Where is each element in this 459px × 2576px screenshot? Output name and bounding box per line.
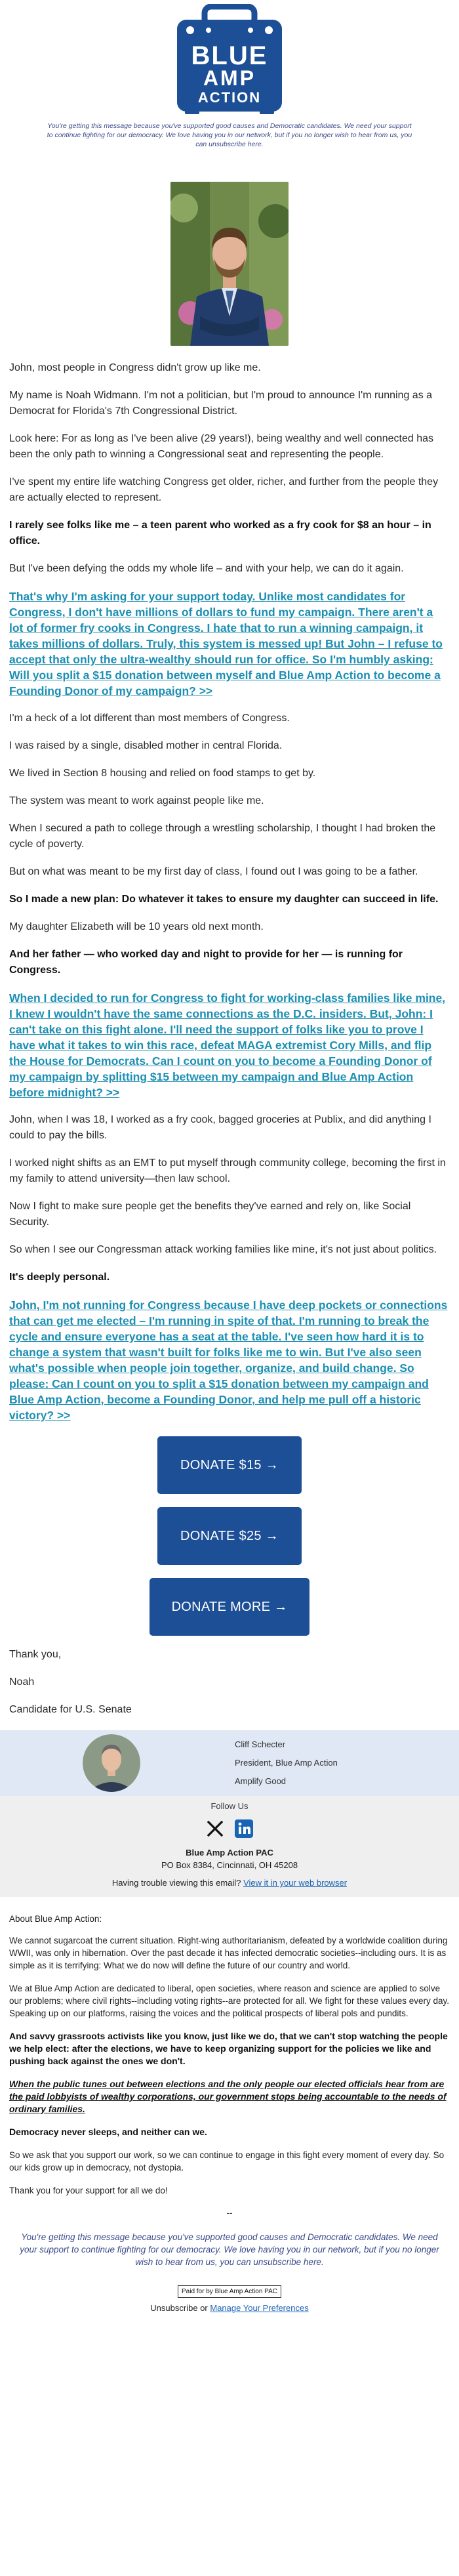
paid-for-box: Paid for by Blue Amp Action PAC <box>178 2285 281 2298</box>
blue-amp-action-logo[interactable] <box>170 4 289 117</box>
about-title: About Blue Amp Action: <box>9 1914 102 1924</box>
avatar <box>83 1734 140 1792</box>
top-disclaimer: You're getting this message because you've supported good causes and Democratic candidates. We need your support to continue fighting for our democracy. We love having you in our network, but if you no longer wish to hear from us, you can unsubscribe here. <box>47 122 412 148</box>
about-paragraph-bold: Democracy never sleeps, and neither can we. <box>9 2127 207 2137</box>
logo-line3: ACTION <box>197 89 262 106</box>
signoff-thanks: Thank you, <box>9 1649 62 1660</box>
body-paragraph: So when I see our Congressman attack working families like mine, it's not just about politics. <box>9 1244 437 1255</box>
logo-area <box>0 0 459 121</box>
logo-line1: BLUE <box>191 41 268 70</box>
donate-link-1[interactable]: That's why I'm asking for your support today. Unlike most candidates for Congress, I don't have millions of dollars to fund my campaign. There aren't a lot of former fry cooks in Congress. I hate that to run a winning campaign, it takes millions of dollars. Truly, this system is messed up! But John – I refuse to accept that only the ultra-wealthy should run for office. So I'm humbly asking: Will you split a $15 donation between myself and Blue Amp Action to become a Founding Donor of my campaign? >> <box>9 590 443 697</box>
body-paragraph: I've spent my entire life watching Congress get older, richer, and further from the people they are actually elected to represent. <box>9 476 439 503</box>
linkedin-icon[interactable] <box>234 1819 254 1839</box>
social-icons <box>0 1819 459 1839</box>
body-paragraph: My name is Noah Widmann. I'm not a politician, but I'm proud to announce I'm running as a Democrat for Florida's 7th Congressional District. <box>9 390 433 417</box>
pac-address: PO Box 8384, Cincinnati, OH 45208 <box>161 1860 298 1870</box>
signature-tagline: Amplify Good <box>235 1776 287 1786</box>
candidate-photo <box>170 182 289 346</box>
body-paragraph: But on what was meant to be my first day of class, I found out I was going to be a father. <box>9 866 418 877</box>
body-paragraph: I was raised by a single, disabled mother in central Florida. <box>9 740 283 751</box>
follow-band <box>0 1796 459 1897</box>
signoff-role: Candidate for U.S. Senate <box>9 1704 132 1715</box>
unsubscribe-link[interactable]: Unsubscribe <box>150 2303 198 2313</box>
bottom-disclaimer: You're getting this message because you've supported good causes and Democratic candidates. We need your support to continue fighting for our democracy. We love having you in our network, but if you no longer wish to hear from us, you can unsubscribe here. <box>20 2232 439 2267</box>
body-paragraph-bold: I rarely see folks like me – a teen parent who worked as a fry cook for $8 an hour – in office. <box>9 520 431 547</box>
body-paragraph: John, when I was 18, I worked as a fry cook, bagged groceries at Publix, and did anything I could to pay the bills. <box>9 1114 431 1141</box>
trouble-text: Having trouble viewing this email? <box>111 1878 241 1888</box>
about-paragraph-bold: And savvy grassroots activists like you know, just like we do, that we can't stop watching the people we help elect: after the elections, we have to keep organizing support for the policies we like and pushing back against the ones we don't. <box>9 2031 448 2066</box>
about-paragraph: Thank you for your support for all we do! <box>9 2186 168 2195</box>
body-paragraph: The system was meant to work against people like me. <box>9 795 264 806</box>
signoff-name: Noah <box>9 1676 35 1688</box>
divider: -- <box>226 2207 233 2218</box>
letter-body <box>0 360 459 1423</box>
donate-link-3[interactable]: John, I'm not running for Congress because I have deep pockets or connections that can get me elected – I'm running in spite of that. I'm running to break the cycle and ensure everyone has a seat at the table. I've seen how hard it is to change a system that wasn't built for folks like me to win. But I've also seen what's possible when people join together, organize, and build change. So please: Can I count on you to split a $15 donation between my campaign and Blue Amp Action, become a Founding Donor, and help me pull off a historic victory? >> <box>9 1298 448 1422</box>
body-paragraph: John, most people in Congress didn't grow up like me. <box>9 362 261 373</box>
body-paragraph: We lived in Section 8 housing and relied on food stamps to get by. <box>9 768 316 779</box>
about-paragraph-underlined: When the public tunes out between elections and the only people our elected officials hear from are the paid lobbyists of wealthy corporations, our government stops being accountable to the needs of ordinary families. <box>9 2079 447 2114</box>
body-paragraph-bold: So I made a new plan: Do whatever it takes to ensure my daughter can succeed in life. <box>9 894 439 905</box>
body-paragraph: My daughter Elizabeth will be 10 years old next month. <box>9 921 264 932</box>
donate-15-button[interactable]: DONATE $15 → <box>157 1436 302 1494</box>
body-paragraph: Now I fight to make sure people get the benefits they've earned and rely on, like Social Security. <box>9 1201 411 1228</box>
about-section <box>0 1913 459 2197</box>
about-paragraph: So we ask that you support our work, so we can continue to engage in this fight every moment of every day. So our kids grow up in democracy, not dystopia. <box>9 2150 445 2172</box>
photo-area <box>0 182 459 346</box>
pac-name: Blue Amp Action PAC <box>186 1848 273 1858</box>
x-icon[interactable] <box>205 1819 225 1839</box>
signoff <box>0 1648 459 1717</box>
body-paragraph: I worked night shifts as an EMT to put myself through community college, becoming the first in my family to attend university—then law school. <box>9 1157 446 1184</box>
trouble-viewing <box>0 1878 459 1888</box>
donate-buttons <box>0 1436 459 1636</box>
about-paragraph: We cannot sugarcoat the current situation. Right-wing authoritarianism, defeated by a worldwide coalition during WWII, was only in hibernation. Over the past decade it has infected democratic societies--including ours. It is as simple as it is terrifying: What we do now will define the future of our country and world. <box>9 1936 448 1970</box>
signature-text <box>235 1735 338 1791</box>
body-paragraph: But I've been defying the odds my whole life – and with your help, we can do it again. <box>9 563 404 574</box>
body-paragraph: When I secured a path to college through a wrestling scholarship, I thought I had broken the cycle of poverty. <box>9 823 436 850</box>
signature-band <box>0 1730 459 1796</box>
donate-more-button[interactable]: DONATE MORE → <box>150 1578 309 1636</box>
signature-title: President, Blue Amp Action <box>235 1758 338 1768</box>
body-paragraph: I'm a heck of a lot different than most members of Congress. <box>9 713 290 724</box>
follow-us-label: Follow Us <box>210 1801 249 1811</box>
donate-link-2[interactable]: When I decided to run for Congress to fight for working-class families like mine, I knew I wouldn't have the same connections as the D.C. insiders. But, John: I can't take on this fight alone. I'll need the support of folks like you to prove I have what it takes to win this race, defeat MAGA extremist Cory Mills, and flip the House for Democrats. Can I count on you to become a Founding Donor of my campaign by splitting $15 between my campaign and Blue Amp Action before midnight? >> <box>9 991 446 1099</box>
body-paragraph: Look here: For as long as I've been alive (29 years!), being wealthy and well connected has been the only path to winning a Congressional seat and representing the people. <box>9 433 433 460</box>
paid-for-area <box>0 2285 459 2298</box>
logo-line2: AMP <box>203 66 256 90</box>
about-paragraph: We at Blue Amp Action are dedicated to liberal, open societies, where reason and science are applied to solve our problems; where civil rights--including voting rights--are protected for all. We fight for these values every day. Speaking up on our platforms, raising the voices and the political prospects of liberal pols and pundits. <box>9 1984 450 2018</box>
manage-preferences-link[interactable]: Manage Your Preferences <box>210 2303 309 2313</box>
unsubscribe-or: or <box>200 2303 208 2313</box>
donate-25-button[interactable]: DONATE $25 → <box>157 1507 302 1565</box>
body-paragraph-bold: It's deeply personal. <box>9 1272 110 1283</box>
body-paragraph-bold: And her father — who worked day and night to provide for her — is running for Congress. <box>9 949 403 976</box>
view-in-browser-link[interactable]: View it in your web browser <box>243 1878 348 1888</box>
unsubscribe-area <box>0 2303 459 2314</box>
signature-name: Cliff Schecter <box>235 1739 286 1749</box>
